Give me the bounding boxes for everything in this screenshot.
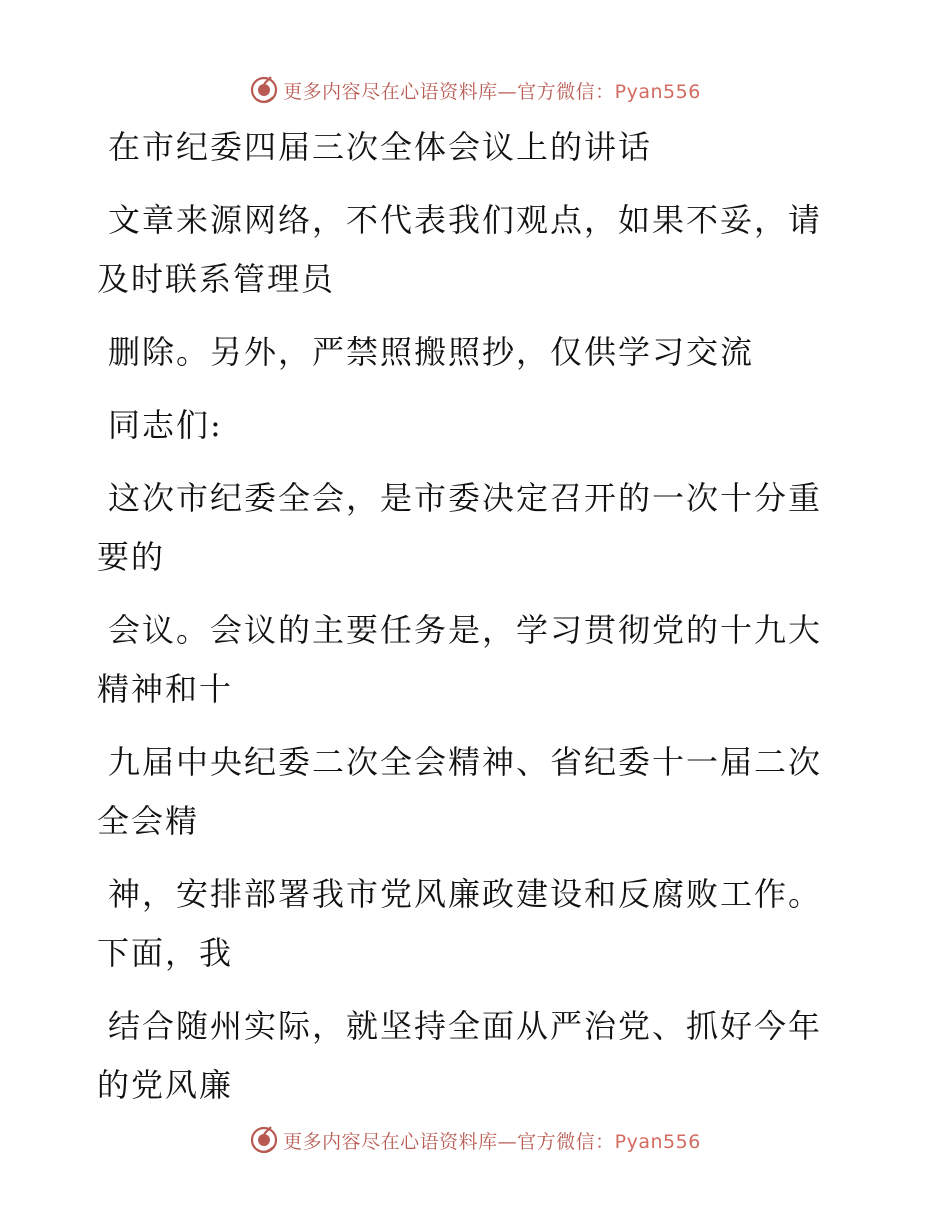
paragraph-line: 会议。会议的主要任务是，学习贯彻党的十九大 <box>108 611 823 649</box>
document-title: 在市纪委四届三次全体会议上的讲话 <box>108 128 653 166</box>
paragraph <box>97 733 837 851</box>
paragraph-line: 要的 <box>97 538 166 576</box>
paragraph-line: 下面，我 <box>97 934 234 972</box>
paragraph <box>97 601 837 719</box>
paragraph-line: 删除。另外，严禁照搬照抄，仅供学习交流 <box>108 333 755 371</box>
brand-logo-icon <box>249 1125 279 1155</box>
paragraph-line: 及时联系管理员 <box>97 260 336 298</box>
wechat-id: Pyan556 <box>614 80 701 103</box>
watermark-text <box>283 77 701 104</box>
paragraph-line: 九届中央纪委二次全会精神、省纪委十一届二次 <box>108 743 823 781</box>
paragraph-line: 文章来源网络，不代表我们观点，如果不妥，请 <box>108 201 823 239</box>
paragraph-line: 的党风廉 <box>97 1066 234 1104</box>
wechat-id: Pyan556 <box>614 1130 701 1153</box>
paragraph <box>97 469 837 587</box>
salutation: 同志们: <box>108 406 223 444</box>
watermark-label: 更多内容尽在心语资料库—官方微信： <box>283 80 615 103</box>
paragraph-line: 神，安排部署我市党风廉政建设和反腐败工作。 <box>108 875 823 913</box>
watermark-label: 更多内容尽在心语资料库—官方微信： <box>283 1130 615 1153</box>
paragraph-line: 精神和十 <box>97 670 234 708</box>
paragraph-line: 结合随州实际，就坚持全面从严治党、抓好今年 <box>108 1007 823 1045</box>
brand-logo-icon <box>249 75 279 105</box>
paragraph-line: 这次市纪委全会，是市委决定召开的一次十分重 <box>108 479 823 517</box>
paragraph <box>97 323 837 382</box>
paragraph <box>97 865 837 983</box>
paragraph <box>97 191 837 309</box>
watermark-text <box>283 1127 701 1154</box>
paragraph <box>97 396 837 455</box>
document-body <box>97 118 837 1115</box>
footer-watermark-banner <box>0 1120 950 1160</box>
header-watermark-banner <box>0 70 950 110</box>
paragraph <box>97 997 837 1115</box>
paragraph-line: 全会精 <box>97 802 200 840</box>
